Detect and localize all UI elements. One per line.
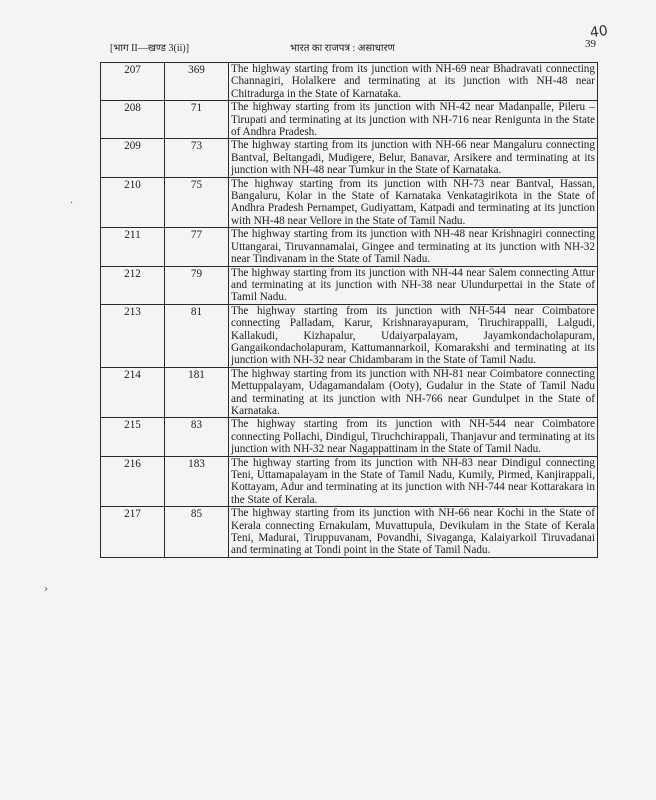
header-gazette-title: भारत का राजपत्र : असाधारण [290,43,395,54]
serial-number-cell: 213 [101,304,165,367]
header-part-section: [भाग II—खण्ड 3(ii)] [110,43,190,54]
page-header [100,38,600,54]
serial-number-cell: 212 [101,266,165,304]
highway-number-cell: 75 [165,177,229,228]
highway-number-cell: 183 [165,456,229,507]
highway-number-cell: 79 [165,266,229,304]
highway-table [100,62,598,558]
table-row [101,418,598,456]
table-row [101,139,598,177]
table-row [101,456,598,507]
serial-number-cell: 214 [101,367,165,418]
highway-description-cell: The highway starting from its junction with NH-42 near Madanpalle, Pileru – Tirupati and terminating at its junction with NH-716 near Renigunta in the State of Andhra Pradesh. [229,101,598,139]
scan-speck: › [44,584,48,595]
serial-number-cell: 217 [101,507,165,558]
highway-number-cell: 81 [165,304,229,367]
highway-description-cell: The highway starting from its junction with NH-66 near Kochi in the State of Kerala connecting Ernakulam, Muvattupula, Devikulam in the State of Kerala Teni, Madurai, Tiruppuvanam, Povandhi, Sivaganga, Kalaiyarkoil Tiruvadanai and terminating at Tondi point in the State of Tamil Nadu. [229,507,598,558]
handwritten-page-number: 40 [588,22,609,42]
serial-number-cell: 209 [101,139,165,177]
highway-description-cell: The highway starting from its junction with NH-44 near Salem connecting Attur and terminating at its junction with NH-38 near Ulundurpettai in the State of Tamil Nadu. [229,266,598,304]
serial-number-cell: 216 [101,456,165,507]
highway-description-cell: The highway starting from its junction with NH-81 near Coimbatore connecting Mettuppalayam, Udagamandalam (Ooty), Gudalur in the State of Tamil Nadu and terminating at its junction with NH-766 near Gundulpet in the State of Karnataka. [229,367,598,418]
table-row [101,266,598,304]
highway-description-cell: The highway starting from its junction with NH-73 near Bantval, Hassan, Bangaluru, Kolar in the State of Karnataka Venkatagirikota in the State of Andhra Pradesh Pernampet, Gudiyattam, Katpadi and terminating at its junction with NH-48 near Vellore in the State of Tamil Nadu. [229,177,598,228]
highway-description-cell: The highway starting from its junction with NH-544 near Coimbatore connecting Palladam, Karur, Krishnarayapuram, Tiruchirappalli, Lalgudi, Kallakudi, Kizhapalur, Udaiyarpalayam, Jayamkondacholapuram, Gangaikondacholapuram, Kattumannarkoil, Komarakshi and terminating at its junction with NH-32 near Chidambaram in the State of Tamil Nadu. [229,304,598,367]
highway-number-cell: 71 [165,101,229,139]
table-row [101,101,598,139]
highway-number-cell: 181 [165,367,229,418]
serial-number-cell: 215 [101,418,165,456]
table-row [101,367,598,418]
highway-table-body [101,63,598,558]
table-row [101,228,598,266]
highway-description-cell: The highway starting from its junction with NH-69 near Bhadravati connecting Channagiri, Holalkere and terminating at its junction with NH-48 near Chitradurga in the State of Karnataka. [229,63,598,101]
highway-number-cell: 85 [165,507,229,558]
serial-number-cell: 210 [101,177,165,228]
highway-description-cell: The highway starting from its junction with NH-66 near Mangaluru connecting Bantval, Beltangadi, Mudigere, Belur, Banavar, Arsikere and terminating at its junction with NH-48 near Tumkur in the State of Karnataka. [229,139,598,177]
highway-number-cell: 77 [165,228,229,266]
highway-number-cell: 73 [165,139,229,177]
scan-speck: · [70,198,74,209]
highway-description-cell: The highway starting from its junction with NH-48 near Krishnagiri connecting Uttangarai, Tiruvannamalai, Gingee and terminating at its junction with NH-32 near Tindivanam in the State of Tamil Nadu. [229,228,598,266]
serial-number-cell: 211 [101,228,165,266]
highway-number-cell: 83 [165,418,229,456]
serial-number-cell: 208 [101,101,165,139]
highway-description-cell: The highway starting from its junction with NH-544 near Coimbatore connecting Pollachi, Dindigul, Tiruchchirappali, Thanjavur and terminating at its junction with NH-32 near Nagappattinam in the State of Tamil Nadu. [229,418,598,456]
table-row [101,304,598,367]
table-row [101,507,598,558]
highway-description-cell: The highway starting from its junction with NH-83 near Dindigul connecting Teni, Uttamapalayam in the State of Tamil Nadu, Kumily, Pirmed, Kanjirappali, Kottayam, Adur and terminating at its junction with NH-744 near Kottarakara in the State of Kerala. [229,456,598,507]
serial-number-cell: 207 [101,63,165,101]
table-row [101,63,598,101]
highway-number-cell: 369 [165,63,229,101]
table-row [101,177,598,228]
header-page-number: 39 [585,38,596,50]
